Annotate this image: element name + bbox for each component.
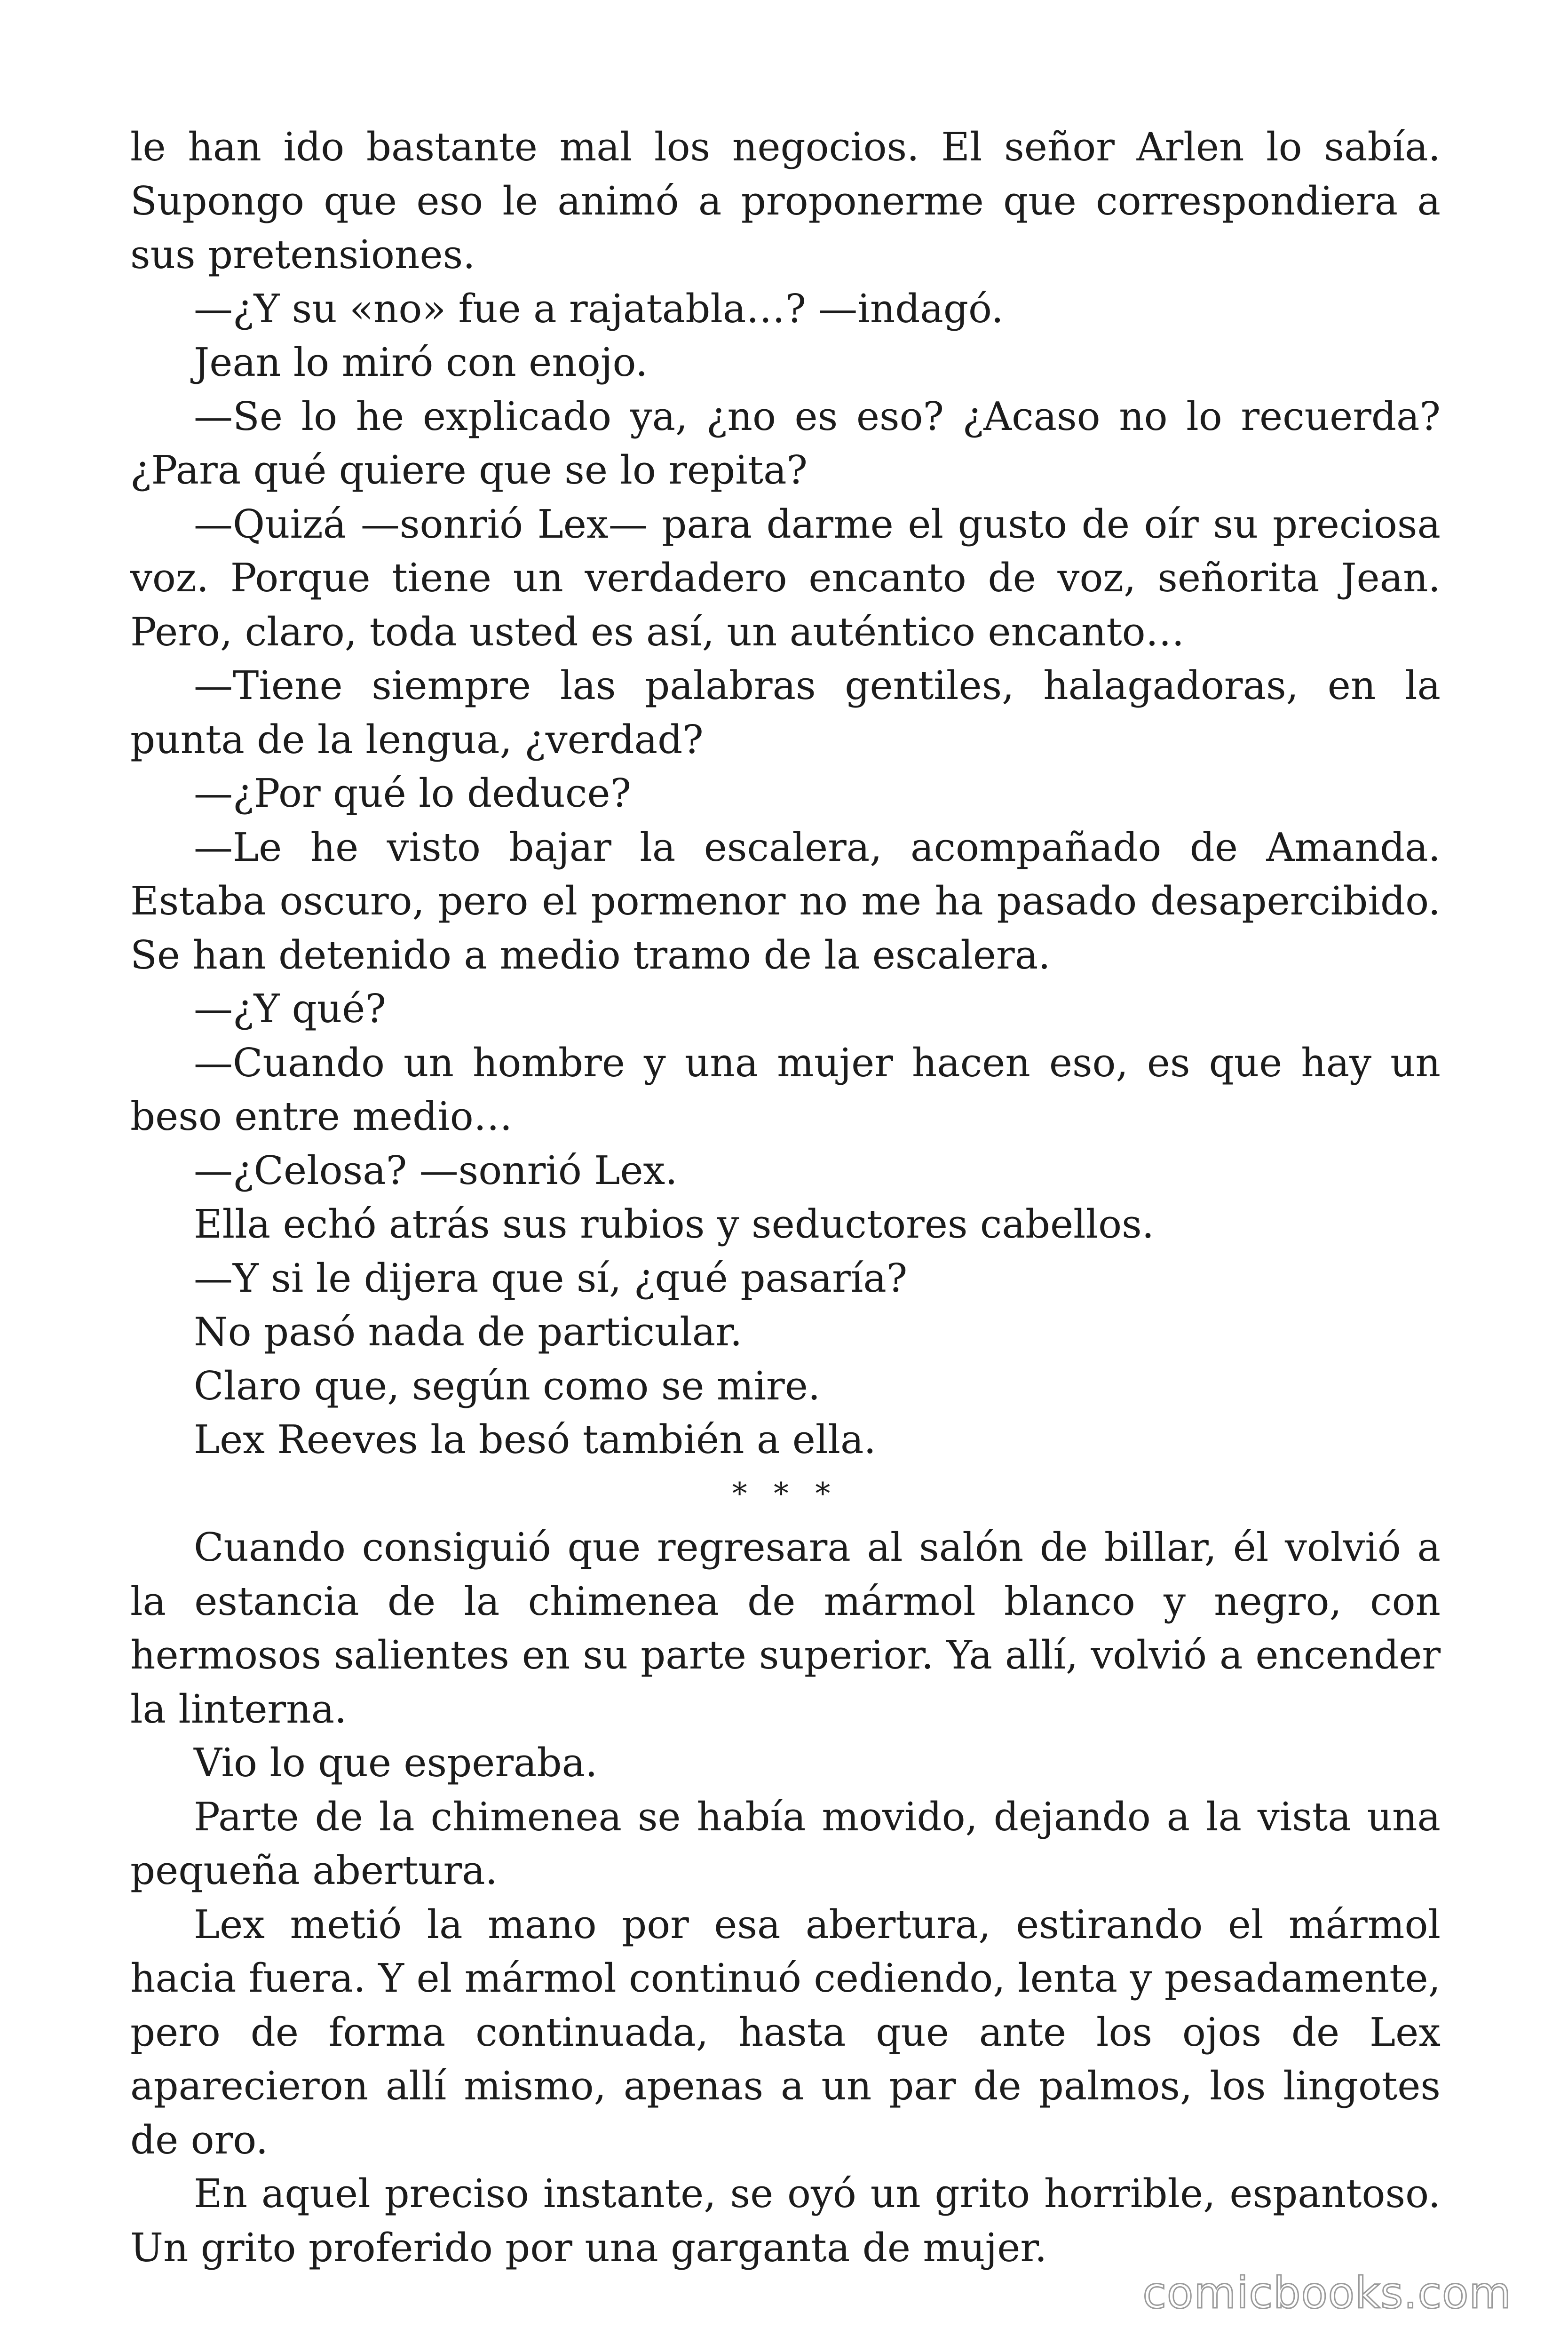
paragraph-16: Lex Reeves la besó también a ella. [194,1417,876,1462]
paragraph-15: Claro que, según como se mire. [194,1363,821,1409]
watermark: comicbooks.com [1142,2268,1512,2318]
paragraph-13: —Y si le dijera que sí, ¿qué pasaría? [194,1255,908,1301]
paragraph-14: No pasó nada de particular. [194,1309,743,1355]
paragraph-5: —Quizá —sonrió Lex— para darme el gusto de oír su preciosa voz. Porque tiene un verdadero encanto de voz, señorita Jean. Pero, claro, toda usted es así, un auténtico encanto… [130,501,1441,655]
paragraph-10: —Cuando un hombre y una mujer hacen eso, es que hay un beso entre medio… [130,1040,1441,1139]
paragraph-21: En aquel preciso instante, se oyó un grito horrible, espantoso. Un grito proferido por una garganta de mujer. [130,2171,1441,2271]
section-break: * * * [732,1476,839,1511]
paragraph-3: Jean lo miró con enojo. [194,340,648,385]
paragraph-19: Parte de la chimenea se había movido, dejando a la vista una pequeña abertura. [130,1794,1441,1893]
paragraph-18: Vio lo que esperaba. [194,1740,598,1786]
paragraph-1: le han ido bastante mal los negocios. El señor Arlen lo sabía. Supongo que eso le animó a proponerme que correspondiera a sus pretensiones. [130,124,1441,278]
paragraph-2: —¿Y su «no» fue a rajatabla…? —indagó. [194,286,1004,332]
book-page [130,120,1441,2275]
paragraph-4: —Se lo he explicado ya, ¿no es eso? ¿Acaso no lo recuerda? ¿Para qué quiere que se lo repita? [130,393,1441,493]
paragraph-12: Ella echó atrás sus rubios y seductores cabellos. [194,1201,1155,1247]
paragraph-17: Cuando consiguió que regresara al salón de billar, él volvió a la estancia de la chimenea de mármol blanco y negro, con hermosos salientes en su parte superior. Ya allí, volvió a encender la linterna. [130,1525,1441,1732]
paragraph-6: —Tiene siempre las palabras gentiles, halagadoras, en la punta de la lengua, ¿verdad? [130,663,1441,763]
paragraph-8: —Le he visto bajar la escalera, acompañado de Amanda. Estaba oscuro, pero el pormenor no me ha pasado desapercibido. Se han detenido a medio tramo de la escalera. [130,824,1441,978]
paragraph-20: Lex metió la mano por esa abertura, estirando el mármol hacia fuera. Y el mármol continuó cediendo, lenta y pesadamente, pero de forma continuada, hasta que ante los ojos de Lex aparecieron allí mismo, apenas a un par de palmos, los lingotes de oro. [130,1901,1441,2163]
paragraph-11: —¿Celosa? —sonrió Lex. [194,1147,678,1193]
paragraph-7: —¿Por qué lo deduce? [194,771,631,816]
paragraph-9: —¿Y qué? [194,986,386,1032]
